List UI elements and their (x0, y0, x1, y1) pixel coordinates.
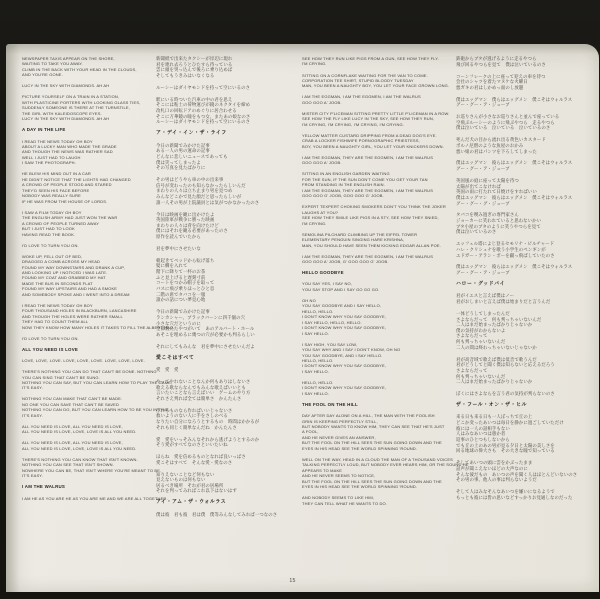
song-title: HELLO GOODBYE (302, 270, 344, 276)
lyrics-stanza: 知りえないことなど何もない 見えないものは何もない 居るべき場所 それが君の居場所 それを判ってみればこれ以下はないはず (156, 471, 237, 494)
lyrics-stanza: ぼくにはさよならを言う君の気持が判らないのさ (456, 391, 555, 397)
page-number: 15 (289, 578, 296, 584)
lyrics-stanza: 朝起きてベッドから転げ落ち 髪に櫛を入れて 階下に降りて一杯のお茶 ふと見上げると遅刻寸前 コートをつかみ帽子を取って バスに飛び乗りほっとひと息 二階の席でタバコを一服 誰かの話につい夢見心地 (156, 257, 215, 303)
lyrics-stanza: THERE'S NOTHING YOU CAN DO THAT CAN'T BE DONE. NOTHING YOU CAN SING THAT CAN'T BE SUNG. NOTHING YOU CAN SAY, BUT YOU CAN LEARN HOW TO PLAY THE GAME, IT'S EASY. (22, 369, 173, 391)
lyrics-stanza: NEWSPAPER TAXIS APPEAR ON THE SHORE, WAITING TO TAKE YOU AWAY. CLIMB IN THE BACK WITH YOUR HEAD IN THE CLOUDS, AND YOU'RE GONE. (22, 56, 137, 78)
lyrics-stanza: 君を夢中にさせたいな (156, 245, 201, 251)
lyrics-stanza: ほらね 愛を信めるものとなれば良いっぱさ 愛こそはすべて そんな愛・愛なのさ (156, 454, 246, 465)
lyrics-stanza: 愛 愛をいっそみんなそれから逃げようとするのか そう愛がすべてなのさといいたいね (156, 436, 260, 448)
song-title: I AM THE WALRUS (22, 484, 66, 490)
lyrics-stanza: I READ THE NEWS TODAY OH BOY ABOUT A LUCKY MAN WHO MADE THE GRADE AND THOUGH THE NEWS WAS RATHER SAD WELL I JUST HAD TO LAUGH I SAW THE PHOTOGRAPH. (22, 138, 117, 166)
song-title: ハロー・グッドバイ (456, 281, 506, 287)
lyrics-stanza: 来る日も来る日も一人ぼっちで丘の上 どこか変ったあいつは毎日を静かに過ごしていただけ 彼には一人の話相手もない 人はみなあいつは愚か者 返事のひとつもしないから でも丘の上のあの男が見る夕日と太陽の美しさを 回る地球の偉大さも その大きな瞳で知っている (456, 414, 564, 454)
lyrics-stanza: AND NOBODY SEEMS TO LIKE HIM, THEY CAN TELL WHAT HE WANTS TO DO. (302, 495, 388, 506)
lyrics-stanza: 死んだ犬の目から流れ出る黄色いカスタード ポルノ尼僧のような魚屋のおかみ 悪い娘の君はパンツを下ろしてしまった (456, 137, 546, 154)
lyrics-stanza: I AM THE EGGMAN, THEY ARE THE EGGMEN, I AM THE WALRUS GOO GOO A' JOOB, G' GOO GOO G' JOOB. (302, 253, 434, 265)
lyrics-stanza: 僕は彼 君も彼 君は僕 僕等みんなしてみれば一つなのさ (156, 511, 278, 517)
lyrics-stanza: I READ THE NEWS TODAY OH BOY FOUR THOUSAND HOLES IN BLACKBURN, LANCASHIRE AND THOUGH THE HOLES WERE RATHER SMALL THEY HAD TO COUNT THEM ALL NOW THEY KNOW HOW MANY HOLES IT TAKES TO FILL THE ALBERT HALL. (22, 302, 176, 330)
lyrics-stanza: WOKE UP, FELL OUT OF BED, DRAGGED A COMB ACROSS MY HEAD FOUND MY WAY DOWNSTAIRS AND DRANK A CUP, AND LOOKING UP I NOTICED I WAS LATE. FOUND MY COAT AND GRABBED MY HAT MADE THE BUS IN SECONDS FLAT FOUND MY WAY UPSTAIRS AND HAD A SMOKE AND SOMEBODY SPOKE AND I WENT INTO A DREAM (22, 253, 130, 297)
lyrics-stanza: ALL YOU NEED IS LOVE, ALL YOU NEED IS LOVE, ALL YOU NEED IS LOVE, LOVE, LOVE IS ALL YOU NEED. (22, 440, 137, 451)
lyrics-stanza: MISTER CITY P'LICEMAN SITTING PRETTY LITTLE P'LICEMAN IN A ROW. SEE HOW THE FLY LIKE LUCY IN THE SKY, SEE HOW THEY RUN, I'M CRYING, I'M CRYING, I'M CRYING, I'M CRYING. (302, 110, 450, 127)
lyrics-stanza: 僕はエッグマン 彼らはエッグメン 僕こそはウォルラス グー・グー・ア・ジューブ (456, 264, 573, 276)
lyrics-stanza: 僕はエッグマン 僕らはエッグメン 僕こそはウォルラス グー・グー・ア・ジューブ (456, 96, 573, 108)
scan-shadow-top (6, 44, 599, 54)
song-title: アイ・アム・ザ・ウォルラス (156, 500, 227, 506)
lyrics-stanza: 駅にいる時ついた汽車の中の君を思え そこには粘土の荷物運びが鏡のネクタイを締め 改札口の回転ドアのめぐりに居合わせる そこに万華鏡の瞳をもつ女、またあの娘なのさ ルーシーはダイヤモンドを持って空にいるのさ (156, 96, 251, 125)
lyrics-stanza: ルーシーはダイヤモンドを持って空にいるのさ (156, 84, 251, 90)
lyrics-stanza: 僕はエッグマン 彼らはエッグメン 僕こそはウォルラス グー・グー・ア・ジューブ (456, 160, 573, 172)
lyrics-stanza: EXPERT TEXPERT CHOKING SMOKERS DON'T YOU THINK THE JOKER LAUGHS AT YOU? SEE HOW THEY SMILE LIKE PIGS IN A STY, SEE HOW THEY SNIED, I'M CRYING. (302, 204, 446, 226)
lyrics-stanza: I SAY HIGH, YOU SAY LOW, YOU SAY WHY AND I SAY I DON'T KNOW, OH NO YOU SAY GOODBYE, AND I SAY HELLO. HELLO, HELLO. I DON'T KNOW WHY YOU SAY GOODBYE, I SAY HELLO. (302, 341, 401, 374)
lyrics-stanza: 愛 愛 愛 (156, 367, 179, 373)
lyrics-stanza: SEE HOW THEY RUN LIKE PIGS FROM A GUN, SEE HOW THEY FLY. I'M CRYING. (302, 56, 439, 67)
lyrics-column-english-right (302, 56, 469, 512)
lyrics-stanza: I AM HE AS YOU ARE HE AS YOU ARE ME AND WE ARE ALL TOGETHER. (22, 495, 168, 501)
lyrics-stanza: 鉄砲からブタが逃げるように走るやつら 飛び回るやつらを見て 僕は泣いているのさ (456, 56, 546, 67)
lyrics-stanza: NOTHING YOU CAN MAKE THAT CAN'T BE MADE. NO ONE YOU CAN SAVE THAT CAN'T BE SAVED NOTHING YOU CAN DO, BUT YOU CAN LEARN HOW TO BE YOU IN TIME, IT'S EASY. (22, 396, 171, 418)
lyrics-stanza: 今日の新聞でみかけた記事 ランカシャー、ブラックバーンに四千個の穴 小さな穴だというのに 全部数えたやつがいて あのアルバート・ホール あそこを埋めるに幾つの穴が必要かも判るらしい (156, 309, 255, 337)
lyrics-stanza: YELLOW MATTER CUSTARD DRIPPING FROM A DEAD DOG'S EYE. CRAB A LOCKER FISHWIFE PORNOGRAPHIC PRIESTESS, BOY, YOU BEEN A NAUGHTY GIRL, YOU LET YOUR KNICKERS DOWN. (302, 132, 444, 149)
lyrics-stanza: 英国風の庭に座って太陽を待つ 太陽が出てこなければ 英国の雨に打たれて日焼けをすればいい 僕はエッグマン 彼らはエッグメン 僕こそはウォルラス グー・グー・グ・ジューブ (456, 177, 573, 206)
lyrics-column-japanese-right (456, 56, 598, 507)
lyrics-stanza: 新聞紙で出来たタクシーが岸辺に現れ 君を連れ去ろうとひたすら待っている 雲に頭を突っ込んで後ろに乗り込めば そしてもうきみはいなくなる (156, 56, 233, 78)
song-title: THE FOOL ON THE HILL (302, 401, 358, 407)
lyrics-stanza: 一体どうしてしまったんだ さよならだって 何も判っちゃいないんだ 二人はまだ始まったばかりじゃないか 僕の気持がわからないよ さよならだって 何も判っちゃいないんだ 二人の間は終わっちゃいないじゃないか (456, 310, 542, 350)
lyrics-stanza: LUCY IN THE SKY WITH DIAMONDS. AH AH (22, 83, 110, 89)
lyrics-stanza: エッフェル塔によじ登るセモリナ・ピルチャード ハレ・クリシュナを歌う小学生のペンギンが エドガー・アラン・ポーを蹴っ飛ばしていたのさ (456, 241, 555, 258)
lyrics-stanza: DAY AFTER DAY ALONE ON A HILL, THE MAN WITH THE FOOLISH GRIN IS KEEPING PERFECTLY STILL, BUT NOBODY WANTS TO KNOW HIM, THEY CAN SEE THAT HE'S JUST A FOOL, AND HE NEVER GIVES AN ANSWER, BUT THE FOOL ON THE HILL SEES THE SUN GOING DOWN AND THE EYES IN HIS HEAD SEE THE WORLD SPINNING 'ROUND. (302, 413, 445, 451)
lyrics-stanza: I AM THE EGGMAN, I AM THE EGGMEN, I AM THE WALRUS GOO GOO A' JOOB. (302, 94, 421, 105)
lyrics-stanza: ALL YOU NEED IS LOVE, ALL YOU NEED IS LOVE, ALL YOU NEED IS LOVE, LOVE, LOVE IS ALL YOU NEED. (22, 423, 137, 435)
lyrics-stanza: THERE'S NOTHING YOU CAN KNOW THAT ISN'T KNOWN. NOTHING YOU CAN SEE THAT ISN'T SHOWN. NOWHERE YOU CAN BE, THAT ISN'T WHERE YOU'RE MEANT TO BE. IT'S EASY. (22, 456, 162, 479)
lyrics-stanza: SITTING ON A CORNFLAKE WAITING FOR THE VAN TO COME. CORPORATION TEE SHIRT, STUPID BLOODY TUESDAY MAN, YOU BEEN A NAUGHTY BOY, YOU LET YOUR FACE GROWN LONG. (302, 72, 450, 89)
scan-shadow-left (6, 44, 20, 592)
lyrics-stanza: HE BLEW HIS MIND OUT IN A CAR HE DIDN'T NOTICE THAT THE LIGHTS HAD CHANGED A CROWD OF PEOPLE STOOD AND STARED THEY'D SEEN HIS FACE BEFORE NOBODY WAS REALLY SURE IF HE WAS FROM THE HOUSE OF LORDS. (22, 171, 131, 204)
lyrics-stanza: OH NO YOU SAY GOODBYE AND I SAY HELLO, HELLO, HELLO. I DON'T KNOW WHY YOU SAY GOODBYE, I SAY HELLO, HELLO, HELLO. I DON'T KNOW WHY YOU SAY GOODBYE, I SAY HELLO. (302, 297, 387, 336)
lyrics-stanza: I SAW A FILM TODAY OH BOY THE ENGLISH ARMY HAD JUST WON THE WAR A CROWD OF PEOPLE TURNED AWAY BUT I JUST HAD TO LOOK HAVING READ THE BOOK. (22, 209, 118, 237)
song-title: ザ・フール・オン・ザ・ヒル (456, 402, 528, 408)
lyrics-stanza: 君が高音域で歌えば僕は低音で歌うんだ 君がどうしてと聞く僕は知らないと応えるだろう さよならだって 何も判っちゃいないんだ 二人はまだ始まったばかりじゃないか (456, 356, 555, 385)
lyrics-stanza: その男はどうやら車の中の出来事 信号が変わったのも知らなかったらしいんだ まわりの人々は立ち止まり男を見つめ みんなどこかで見た顔だと思ったらしいが 誰一人その男が上院議員とは気がつかなかったのさ (156, 177, 260, 205)
lyrics-stanza: YOU SAY YES, I SAY NO, YOU SAY STOP AND I SAY GO GO GO. (302, 281, 380, 292)
lyrics-stanza: PICTURE YOURSELF ON A TRAIN IN A STATION, WITH PLASTICINE PORTERS WITH LOOKING GLASS TIES, SUDDENLY SOMEONE IS THERE AT THE TURNSTILE, THE GIRL WITH KALEIDOSCOPE EYES. LUCY IN THE SKY WITH DIAMONDS. AH AH (22, 94, 141, 122)
lyrics-stanza: HELLO, HELLO. I DON'T KNOW WHY YOU SAY GOODBYE, I SAY HELLO. (302, 379, 387, 396)
lyrics-stanza: SEMOLINA PILCHARD CLIMBING UP THE EIFFEL TOWER ELEMENTARY PENGUIN SINGING HARE KRISHNA, MAN, YOU SHOULD HAVE SEEN THEM KICKING EDGAR ALLAN POE. (302, 231, 441, 248)
lyric-sheet-page (6, 44, 599, 592)
lyrics-stanza: 今日は映画を観に出かけたよ 英国陸軍が戦争に勝った映画 まわりの人々は背を向けたけど 僕にはそれを観る必要があったのさ 原作を読んでいたから (156, 211, 228, 240)
lyrics-stanza: I'D LOVE TO TURN YOU ON. (22, 242, 79, 248)
lyrics-stanza: WELL ON THE WAY, HEAD IN A CLOUD THE MAN OF A THOUSAND VOICES TALKING PERFECTLY LOUD, BUT NOBODY EVER HEARS HIM, OR THE SOUND HE APPEARS TO MAKE AND HE NEVER SEEMS TO NOTICE, BUT THE FOOL ON THE HILL SEES THE SUN GOING DOWN AND THE EYES IN HIS HEAD SEE THE WORLD SPINNING 'ROUND. (302, 456, 469, 490)
lyrics-stanza: そして人はみなそんなあいつを嫌いになるようで もっとも彼には皆の思いなどすっかりお見通しなのだった (456, 489, 573, 500)
song-title: ALL YOU NEED IS LOVE (22, 346, 79, 352)
song-title: 愛こそはすべて (156, 355, 195, 361)
lyrics-stanza: LOVE, LOVE, LOVE. LOVE, LOVE, LOVE. LOVE, LOVE, LOVE. (22, 358, 145, 364)
lyrics-stanza: I AM THE EGGMAN, THEY ARE THE EGGMEN, I AM THE WALRUS GOO GOO A' JOOB. (302, 154, 434, 166)
song-title: A DAY IN THE LIFE (22, 127, 66, 133)
lyrics-stanza: タバコを喫み過ぎの専門家さん ジョーカーに笑われていると思わないかい ブタ小屋のブタのように笑うやつらを見て 僕は泣いているのさ (456, 212, 542, 235)
lyrics-stanza: それにしてもみんな 君を夢中にさせたいんだよ (156, 343, 255, 349)
song-title: ア・デイ・イン・ザ・ライフ (156, 131, 227, 137)
lyrics-stanza: I'D LOVE TO TURN YOU ON. (22, 335, 79, 341)
lyrics-stanza: お巡りさんが小さなお巡りさんと並んで座っている 空飛ぶルーシーのように飛ぶやつら 走るやつら 僕は泣いている 泣いている 泣いているのさ (456, 114, 560, 131)
lyrics-stanza: 君がイエスと言えば僕はノー 君がおしまいと言えば僕は始まりだと言うんだ (456, 293, 551, 305)
lyrics-stanza: 今日の新聞でみかけた記事 ある一人の男の運命の記事 どんなに悲しいニュースであっても 僕は笑ってしまったよ その写真を見たばかりに (156, 142, 228, 171)
lyrics-stanza: 作れるものなら作ればいいじゃないさ 救いようのない人に手をさしのべる なりたい自分になろうとするもの 時間はかかるが それも同じく簡単なんだね かんたんさ (156, 407, 260, 430)
lyrics-column-japanese-left (156, 56, 298, 524)
lyrics-stanza: SITTING IN AN ENGLISH GARDEN WAITING FOR THE SUN, IF THE SUN DON'T COME YOU GET YOUR TAN FROM STANDING IN THE ENGLISH RAIN. I AM THE EGGMAN, THEY ARE THE EGGMEN, I AM THE WALRUS GOO GOO G' JOOB, GOO GOO G' JOOB. (302, 171, 434, 199)
lyrics-stanza: やってやれないことなんか何もありはしないさ 歌える歌ならなんでもみんな歌えばいいとも 言いたいことなら言えばいい ゲームのやり方 それさえ判れば全ては簡単さ かんたんさ (156, 378, 251, 401)
lyrics-stanza: そしてあいつの頭に雲をかぶったまま 話声が聞こえないほどの大声なのに そんな彼だもの あいつの声を聞く人はほとんどいないのさ その男の事、他人の事は判らないようだ (456, 460, 578, 483)
lyrics-stanza: コーンフレークの上に座って迎えの車を待つ 会社のシャツを着たマヌケな火曜日 悪ガキの君はしかめっ面のし放題 (456, 73, 546, 90)
